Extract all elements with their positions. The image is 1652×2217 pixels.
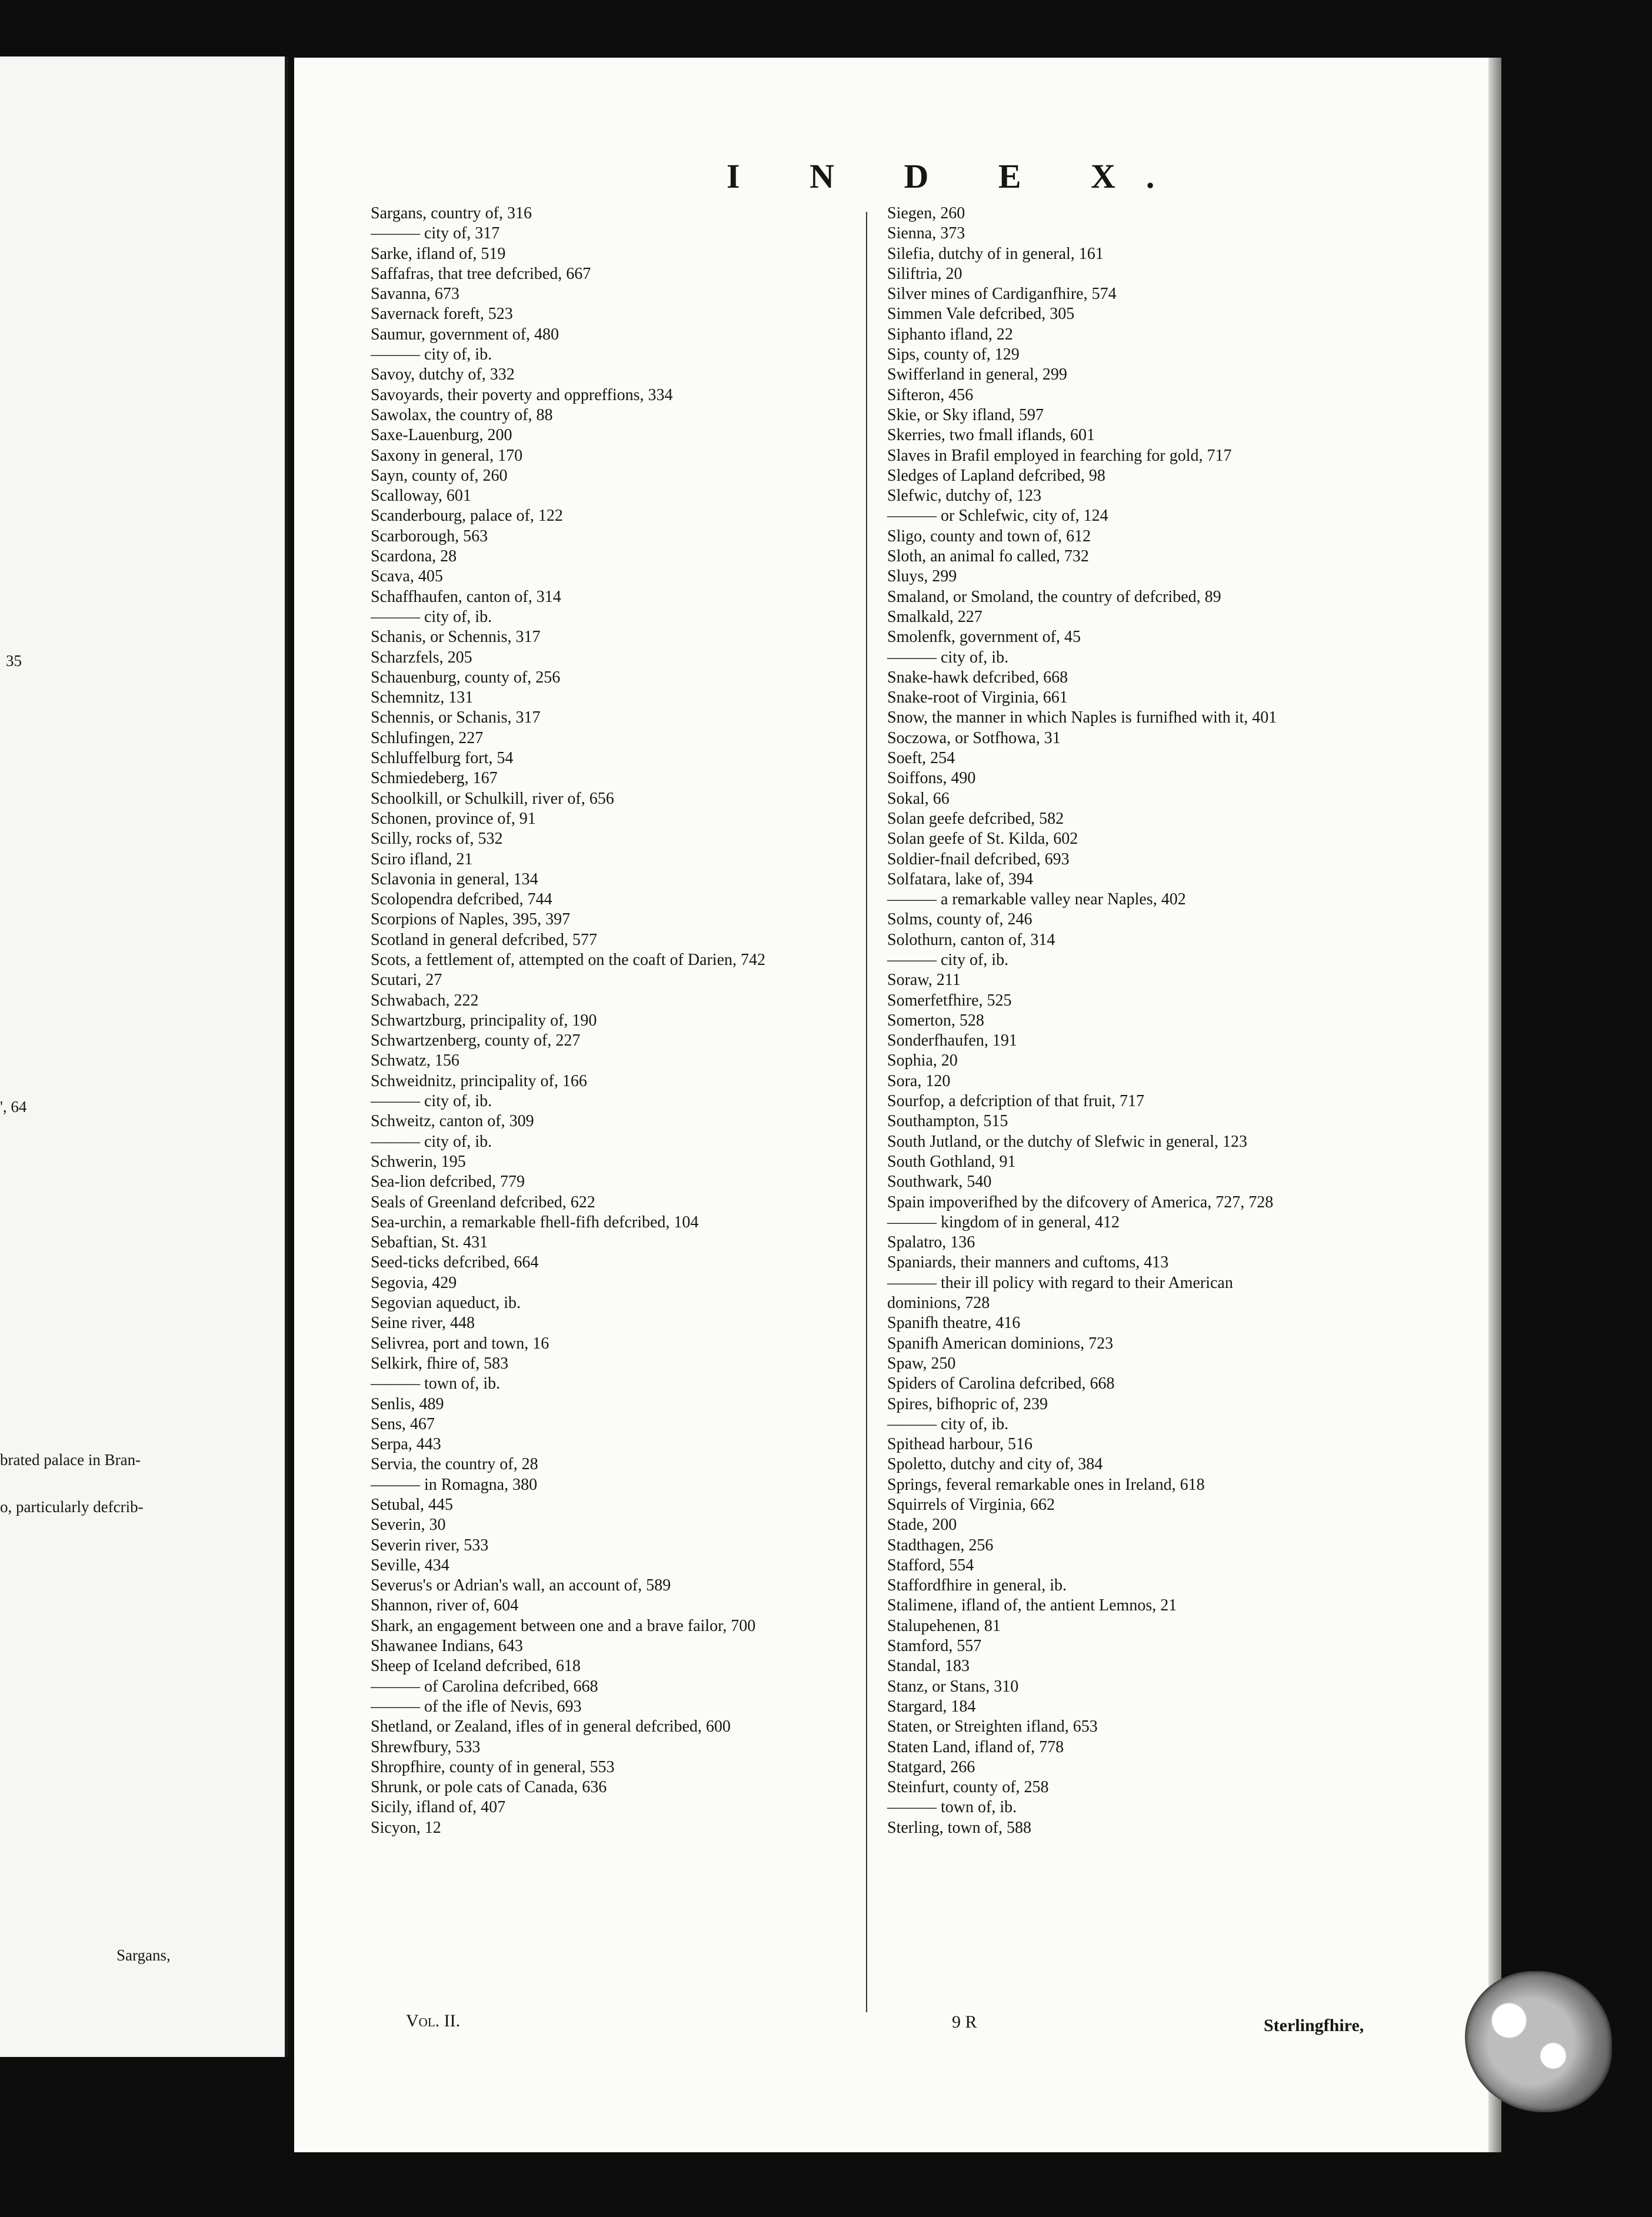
index-entry: Southwark, 540: [887, 1173, 992, 1191]
index-entry: ——— town of, ib.: [887, 1798, 1017, 1817]
index-entry: Spoletto, dutchy and city of, 384: [887, 1455, 1103, 1474]
left-page-fragment: ', 64: [0, 1098, 27, 1116]
index-entry: Stanz, or Stans, 310: [887, 1677, 1019, 1696]
index-entry: Schemnitz, 131: [371, 688, 474, 707]
index-entry: Schweidnitz, principality of, 166: [371, 1071, 587, 1090]
index-entry: Serpa, 443: [371, 1435, 441, 1454]
index-entry: Somerfetfhire, 525: [887, 991, 1012, 1010]
index-entry: Shannon, river of, 604: [371, 1596, 519, 1615]
column-divider: [866, 212, 867, 2012]
index-entry: Scotland in general defcribed, 577: [371, 930, 597, 949]
index-entry: Somerton, 528: [887, 1011, 984, 1030]
index-entry: ——— city of, ib.: [371, 1092, 492, 1111]
index-entry: ——— a remarkable valley near Naples, 402: [887, 890, 1186, 909]
index-entry: Sonderfhaufen, 191: [887, 1031, 1017, 1050]
index-entry: ——— or Schlefwic, city of, 124: [887, 507, 1108, 525]
index-entry: Spaw, 250: [887, 1354, 956, 1373]
index-entry: Solothurn, canton of, 314: [887, 930, 1055, 949]
index-entry: Segovian aqueduct, ib.: [371, 1294, 521, 1313]
index-entry: Selkirk, fhire of, 583: [371, 1354, 509, 1373]
index-entry: Savoy, dutchy of, 332: [371, 365, 515, 384]
index-entry: Sluys, 299: [887, 567, 957, 586]
index-entry: Schanis, or Schennis, 317: [371, 628, 541, 647]
index-entry: Solan geefe of St. Kilda, 602: [887, 830, 1078, 848]
index-entry: Scalloway, 601: [371, 487, 471, 505]
index-entry: ——— of Carolina defcribed, 668: [371, 1677, 598, 1696]
index-entry: Solan geefe defcribed, 582: [887, 809, 1064, 828]
index-entry: Scarborough, 563: [371, 527, 488, 545]
index-entry: Snake-hawk defcribed, 668: [887, 668, 1068, 687]
index-entry: Scilly, rocks of, 532: [371, 830, 503, 848]
index-entry: Staffordfhire in general, ib.: [887, 1576, 1067, 1595]
index-entry: Scorpions of Naples, 395, 397: [371, 910, 571, 929]
signature-mark: 9 R: [952, 2012, 977, 2032]
index-entry: Slefwic, dutchy of, 123: [887, 487, 1042, 505]
index-entry: Servia, the country of, 28: [371, 1455, 538, 1474]
index-entry: Sawolax, the country of, 88: [371, 405, 553, 424]
index-entry: Shawanee Indians, 643: [371, 1637, 523, 1656]
index-entry: Snow, the manner in which Naples is furnifhed with it, 401: [887, 708, 1277, 727]
index-entry: Setubal, 445: [371, 1496, 453, 1514]
index-entry: Schoolkill, or Schulkill, river of, 656: [371, 789, 614, 808]
index-entry: Sligo, county and town of, 612: [887, 527, 1091, 545]
index-entry: Sloth, an animal fo called, 732: [887, 547, 1089, 566]
index-entry: Staten Land, ifland of, 778: [887, 1737, 1064, 1756]
index-entry: Southampton, 515: [887, 1112, 1008, 1131]
index-entry: ——— city of, ib.: [887, 950, 1009, 969]
index-entry: Sayn, county of, 260: [371, 466, 508, 485]
index-entry: Soldier-fnail defcribed, 693: [887, 850, 1070, 868]
index-entry: Scava, 405: [371, 567, 443, 586]
index-entry: Spithead harbour, 516: [887, 1435, 1032, 1454]
index-entry: Sips, county of, 129: [887, 345, 1020, 364]
index-entry: Selivrea, port and town, 16: [371, 1334, 549, 1353]
index-entry: Senlis, 489: [371, 1394, 444, 1413]
index-entry: Staten, or Streighten ifland, 653: [887, 1717, 1098, 1736]
index-entry: South Gothland, 91: [887, 1152, 1016, 1171]
index-entry: Saxony in general, 170: [371, 446, 523, 465]
index-entry: Spain impoverifhed by the difcovery of America, 727, 728: [887, 1193, 1274, 1211]
index-entry: Stalupehenen, 81: [887, 1616, 1001, 1635]
index-entry: Siliftria, 20: [887, 264, 962, 283]
index-entry: Sledges of Lapland defcribed, 98: [887, 466, 1105, 485]
index-entry: ——— in Romagna, 380: [371, 1475, 538, 1494]
index-entry: Schwartzenberg, county of, 227: [371, 1031, 581, 1050]
index-page: [294, 58, 1488, 2152]
index-entry: Skie, or Sky ifland, 597: [887, 405, 1044, 424]
index-entry: Statgard, 266: [887, 1757, 975, 1776]
index-entry: ——— city of, ib.: [887, 1414, 1009, 1433]
index-entry: Sourfop, a defcription of that fruit, 717: [887, 1092, 1145, 1111]
index-entry: ——— city of, 317: [371, 224, 500, 243]
index-entry: Schwerin, 195: [371, 1152, 466, 1171]
index-entry: Spanifh theatre, 416: [887, 1314, 1021, 1333]
index-entry: Severus's or Adrian's wall, an account of, 589: [371, 1576, 671, 1595]
index-entry: Scots, a fettlement of, attempted on the coaft of Darien, 742: [371, 950, 766, 969]
index-entry: Scutari, 27: [371, 971, 442, 990]
index-entry: Seals of Greenland defcribed, 622: [371, 1193, 595, 1211]
index-entry: Sifteron, 456: [887, 385, 974, 404]
catchword: Sterlingfhire,: [1264, 2016, 1364, 2035]
index-entry: Springs, feveral remarkable ones in Ireland, 618: [887, 1475, 1205, 1494]
index-entry: Schauenburg, county of, 256: [371, 668, 561, 687]
index-entry: Shrunk, or pole cats of Canada, 636: [371, 1778, 607, 1797]
index-entry: Silver mines of Cardiganfhire, 574: [887, 285, 1117, 304]
index-entry: Shark, an engagement between one and a brave failor, 700: [371, 1616, 756, 1635]
index-entry: ——— of the ifle of Nevis, 693: [371, 1697, 582, 1716]
index-entry: Soraw, 211: [887, 971, 961, 990]
index-entry: ——— town of, ib.: [371, 1374, 501, 1393]
index-entry: Stalimene, ifland of, the antient Lemnos, 21: [887, 1596, 1177, 1615]
index-entry: Soeft, 254: [887, 749, 955, 768]
index-entry: Spiders of Carolina defcribed, 668: [887, 1374, 1115, 1393]
index-entry: Spires, bifhopric of, 239: [887, 1394, 1048, 1413]
index-entry: Smolenfk, government of, 45: [887, 628, 1081, 647]
index-entry: Spalatro, 136: [887, 1233, 975, 1252]
index-entry: Silefia, dutchy of in general, 161: [887, 244, 1104, 263]
index-entry: Schennis, or Schanis, 317: [371, 708, 541, 727]
index-entry: Scharzfels, 205: [371, 648, 472, 667]
index-entry: Solms, county of, 246: [887, 910, 1032, 929]
left-page-fragment: Sargans,: [116, 1946, 171, 1964]
index-entry: Spaniards, their manners and cuftoms, 413: [887, 1253, 1169, 1272]
index-entry: Schweitz, canton of, 309: [371, 1112, 534, 1131]
index-entry: Spanifh American dominions, 723: [887, 1334, 1114, 1353]
index-entry: Siegen, 260: [887, 204, 965, 222]
index-entry: Soczowa, or Sotfhowa, 31: [887, 728, 1061, 747]
index-entry: dominions, 728: [887, 1294, 990, 1313]
index-entry: Sicily, ifland of, 407: [371, 1798, 506, 1817]
index-entry: ——— city of, ib.: [371, 345, 492, 364]
index-entry: Stadthagen, 256: [887, 1536, 994, 1554]
index-entry: Scanderbourg, palace of, 122: [371, 507, 563, 525]
index-entry: Shetland, or Zealand, ifles of in general defcribed, 600: [371, 1717, 731, 1736]
index-entry: Stafford, 554: [887, 1556, 974, 1574]
index-entry: ——— their ill policy with regard to their American: [887, 1273, 1233, 1292]
index-entry: Sclavonia in general, 134: [371, 870, 538, 888]
adjacent-left-page: [0, 56, 288, 2057]
index-entry: Saumur, government of, 480: [371, 325, 559, 344]
index-entry: Simmen Vale defcribed, 305: [887, 305, 1075, 324]
index-entry: Schaffhaufen, canton of, 314: [371, 587, 561, 606]
left-page-fragment: brated palace in Bran-: [0, 1451, 141, 1469]
index-entry: ——— kingdom of in general, 412: [887, 1213, 1120, 1231]
index-entry: Sienna, 373: [887, 224, 965, 243]
index-entry: Schluffelburg fort, 54: [371, 749, 514, 768]
index-entry: Swifferland in general, 299: [887, 365, 1067, 384]
index-entry: Squirrels of Virginia, 662: [887, 1496, 1055, 1514]
index-entry: Shrewfbury, 533: [371, 1737, 481, 1756]
index-entry: Sicyon, 12: [371, 1818, 441, 1837]
index-entry: ——— city of, ib.: [371, 1132, 492, 1151]
index-entry: Seed-ticks defcribed, 664: [371, 1253, 539, 1272]
index-entry: Schlufingen, 227: [371, 728, 484, 747]
left-page-fragment: 35: [6, 652, 22, 670]
index-entry: Sarke, ifland of, 519: [371, 244, 506, 263]
index-entry: Schwartzburg, principality of, 190: [371, 1011, 597, 1030]
index-entry: Sea-urchin, a remarkable fhell-fifh defcribed, 104: [371, 1213, 699, 1231]
index-entry: Scardona, 28: [371, 547, 457, 566]
index-entry: Sheep of Iceland defcribed, 618: [371, 1657, 581, 1676]
index-entry: Schonen, province of, 91: [371, 809, 536, 828]
index-entry: Saxe-Lauenburg, 200: [371, 426, 512, 445]
left-page-fragment: o, particularly defcrib-: [0, 1498, 144, 1516]
index-entry: Savoyards, their poverty and oppreffions, 334: [371, 385, 673, 404]
index-entry: Sebaftian, St. 431: [371, 1233, 488, 1252]
index-entry: Soiffons, 490: [887, 769, 976, 788]
index-entry: Sens, 467: [371, 1414, 435, 1433]
index-entry: Stade, 200: [887, 1516, 957, 1534]
index-entry: Schwatz, 156: [371, 1051, 459, 1070]
index-column-left: [371, 204, 830, 1838]
index-entry: Standal, 183: [887, 1657, 970, 1676]
index-entry: Siphanto ifland, 22: [887, 325, 1013, 344]
index-entry: Sterling, town of, 588: [887, 1818, 1031, 1837]
index-entry: Seville, 434: [371, 1556, 449, 1574]
volume-label: Vol. II.: [406, 2011, 461, 2030]
index-entry: Sora, 120: [887, 1071, 951, 1090]
index-entry: Segovia, 429: [371, 1273, 457, 1292]
index-entry: Severin river, 533: [371, 1536, 489, 1554]
index-entry: Sciro ifland, 21: [371, 850, 473, 868]
index-entry: Smaland, or Smoland, the country of defcribed, 89: [887, 587, 1221, 606]
index-entry: Slaves in Brafil employed in fearching for gold, 717: [887, 446, 1232, 465]
index-entry: Sophia, 20: [887, 1051, 958, 1070]
index-entry: Sokal, 66: [887, 789, 950, 808]
index-entry: ——— city of, ib.: [371, 607, 492, 626]
index-entry: ——— city of, ib.: [887, 648, 1009, 667]
index-entry: Savanna, 673: [371, 285, 459, 304]
index-entry: Scolopendra defcribed, 744: [371, 890, 552, 909]
index-entry: Stargard, 184: [887, 1697, 976, 1716]
index-entry: Shropfhire, county of in general, 553: [371, 1757, 615, 1776]
index-entry: Schmiedeberg, 167: [371, 769, 498, 788]
index-entry: Smalkald, 227: [887, 607, 982, 626]
index-entry: Steinfurt, county of, 258: [887, 1778, 1049, 1797]
index-entry: Sea-lion defcribed, 779: [371, 1173, 525, 1191]
index-column-right: [887, 204, 1487, 1838]
index-entry: Seine river, 448: [371, 1314, 475, 1333]
index-entry: Savernack foreft, 523: [371, 305, 513, 324]
index-entry: Schwabach, 222: [371, 991, 479, 1010]
index-entry: Skerries, two fmall iflands, 601: [887, 426, 1095, 445]
page-title: I N D E X.: [727, 157, 1185, 195]
index-entry: Stamford, 557: [887, 1637, 982, 1656]
index-entry: Snake-root of Virginia, 661: [887, 688, 1068, 707]
index-entry: Saffafras, that tree defcribed, 667: [371, 264, 591, 283]
index-entry: Severin, 30: [371, 1516, 446, 1534]
index-entry: South Jutland, or the dutchy of Slefwic in general, 123: [887, 1132, 1247, 1151]
index-entry: Sargans, country of, 316: [371, 204, 532, 222]
index-entry: Solfatara, lake of, 394: [887, 870, 1034, 888]
